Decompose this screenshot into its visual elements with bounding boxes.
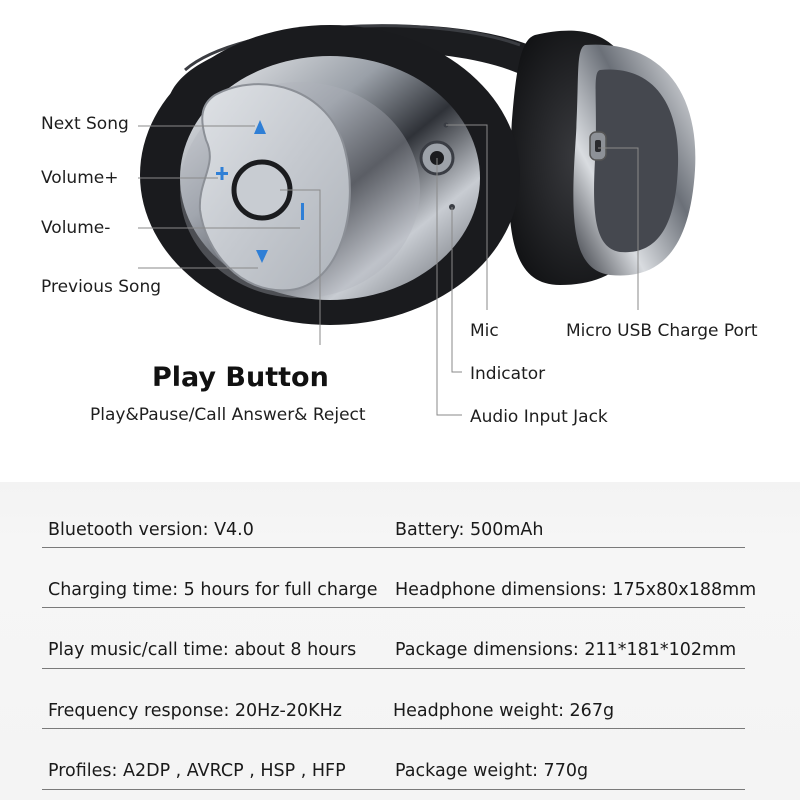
- spec-table: [0, 482, 800, 800]
- row-divider: [42, 547, 745, 548]
- play-button-title: Play Button: [152, 362, 329, 393]
- spec-cell: Battery: 500mAh: [395, 520, 544, 540]
- row-divider: [42, 607, 745, 608]
- audio-jack-label: Audio Input Jack: [470, 407, 608, 427]
- row-divider: [42, 789, 745, 790]
- row-divider: [42, 668, 745, 669]
- next-song-label: Next Song: [41, 114, 129, 134]
- spec-cell: Package dimensions: 211*181*102mm: [395, 640, 737, 660]
- row-divider: [42, 728, 745, 729]
- spec-cell: Headphone weight: 267g: [393, 701, 615, 721]
- spec-cell: Headphone dimensions: 175x80x188mm: [395, 580, 757, 600]
- previous-song-label: Previous Song: [41, 277, 162, 297]
- indicator-label: Indicator: [470, 364, 546, 384]
- spec-cell: Frequency response: 20Hz-20KHz: [48, 701, 342, 721]
- minus-icon: [301, 203, 304, 220]
- spec-cell: Profiles: A2DP , AVRCP , HSP , HFP: [48, 761, 346, 781]
- mic-label: Mic: [470, 321, 499, 341]
- spec-cell: Package weight: 770g: [395, 761, 589, 781]
- micro-usb-label: Micro USB Charge Port: [566, 321, 758, 341]
- volume-up-label: Volume+: [41, 168, 119, 188]
- spec-cell: Play music/call time: about 8 hours: [48, 640, 357, 660]
- volume-down-label: Volume-: [41, 218, 111, 238]
- play-button-subtitle: Play&Pause/Call Answer& Reject: [90, 405, 366, 425]
- spec-cell: Bluetooth version: V4.0: [48, 520, 254, 540]
- spec-cell: Charging time: 5 hours for full charge: [48, 580, 378, 600]
